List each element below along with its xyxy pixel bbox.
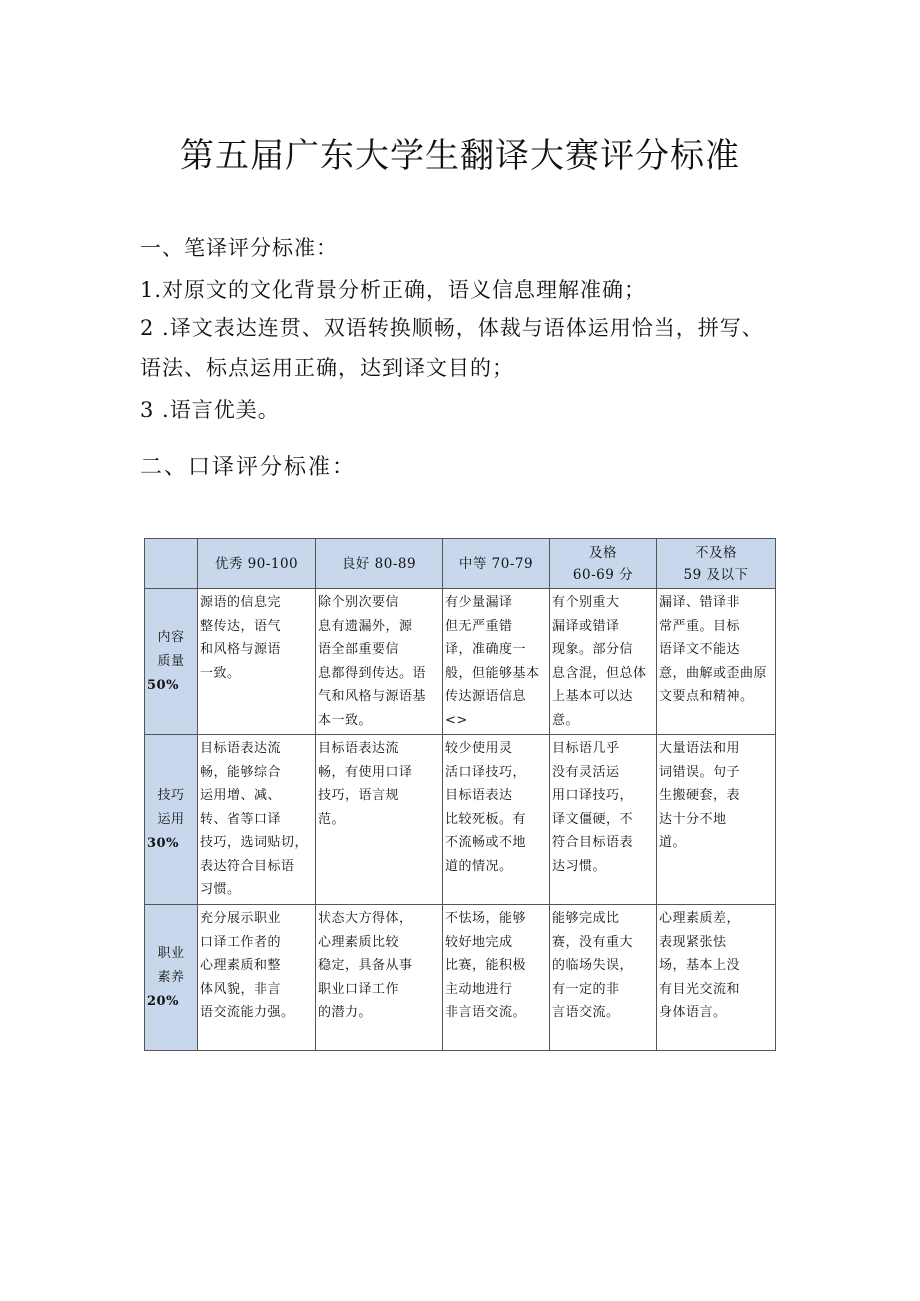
table-header-row [145,539,776,589]
written-item-3: 3 .语言优美。 [140,398,280,422]
row-weight: 30% [147,835,179,851]
oral-grading-table [144,538,776,1051]
table-cell: 能够完成比 赛，没有重大 的临场失误， 有一定的非 言语交流。 [550,905,657,1051]
table-row [145,905,776,1051]
written-item-1: 1.对原文的文化背景分析正确，语义信息理解准确； [140,278,647,302]
header-pass: 及格 60-69 分 [550,539,657,589]
row-header-skill-use [145,735,198,905]
table-cell: 较少使用灵 活口译技巧， 目标语表达 比较死板。有 不流畅或不地 道的情况。 [443,735,550,905]
header-excellent: 优秀 90-100 [198,539,316,589]
header-good: 良好 80-89 [316,539,443,589]
table-cell: 目标语表达流 畅，能够综合 运用增、减、 转、省等口译 技巧，选词贴切， 表达符合目标语 习惯。 [198,735,316,905]
written-item-2: 2 .译文表达连贯、双语转换顺畅，体裁与语体运用恰当，拼写、语法、标点运用正确，达到译文目的； [140,316,764,380]
table-cell: 漏译、错译非 常严重。目标 语译文不能达 意，曲解或歪曲原 文要点和精神。 [657,589,776,735]
written-heading: 一、笔译评分标准： [140,236,338,260]
table-row [145,589,776,735]
row-header-content-quality [145,589,198,735]
table-cell: 有少量漏译 但无严重错 译，准确度一 般，但能够基本 传达源语信息 <> [443,589,550,735]
oral-heading: 二、口译评分标准： [140,455,357,480]
table-cell: 心理素质差， 表现紧张怯 场，基本上没 有目光交流和 身体语言。 [657,905,776,1051]
row-weight: 50% [147,677,179,693]
table-cell: 不怯场，能够 较好地完成 比赛，能积极 主动地进行 非言语交流。 [443,905,550,1051]
table-cell: 除个别次要信 息有遗漏外，源 语全部重要信 息都得到传达。语 气和风格与源语基 本一致。 [316,589,443,735]
header-average: 中等 70-79 [443,539,550,589]
header-fail: 不及格 59 及以下 [657,539,776,589]
table-cell: 源语的信息完 整传达，语气 和风格与源语 一致。 [198,589,316,735]
table-cell: 目标语表达流 畅，有使用口译 技巧，语言规 范。 [316,735,443,905]
table-cell: 目标语几乎 没有灵活运 用口译技巧， 译文僵硬，不 符合目标语表 达习惯。 [550,735,657,905]
table-cell: 有个别重大 漏译或错译 现象。部分信 息含混，但总体 上基本可以达 意。 [550,589,657,735]
page-title: 第五届广东大学生翻译大赛评分标准 [180,136,740,176]
table-cell: 充分展示职业 口译工作者的 心理素质和整 体风貌，非言 语交流能力强。 [198,905,316,1051]
table-cell: 大量语法和用 词错误。句子 生搬硬套，表 达十分不地 道。 [657,735,776,905]
row-label: 技巧 运用 [157,787,185,827]
row-header-professionalism [145,905,198,1051]
header-corner [145,539,198,589]
row-label: 内容 质量 [157,629,185,669]
table-row [145,735,776,905]
row-weight: 20% [147,993,179,1009]
row-label: 职业 素养 [157,945,185,985]
table-cell: 状态大方得体， 心理素质比较 稳定，具备从事 职业口译工作 的潜力。 [316,905,443,1051]
